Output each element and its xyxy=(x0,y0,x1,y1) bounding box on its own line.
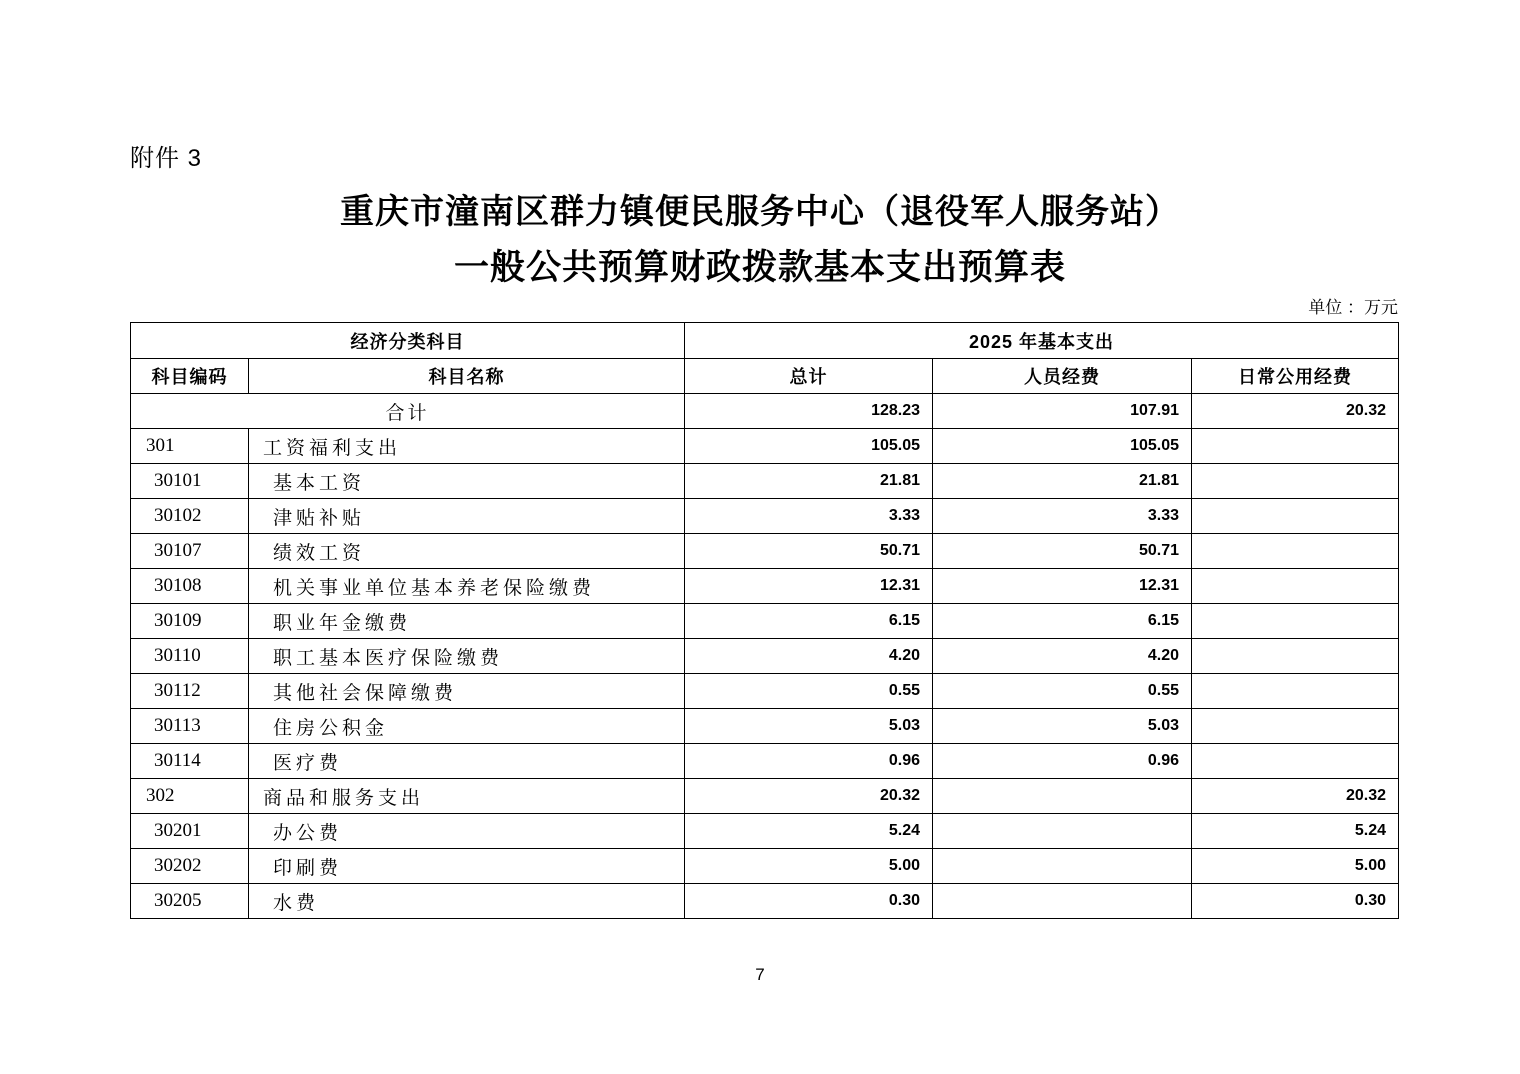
row-name: 绩效工资 xyxy=(249,534,685,569)
row-total: 105.05 xyxy=(685,429,933,464)
row-name: 住房公积金 xyxy=(249,709,685,744)
table-row xyxy=(131,569,1399,604)
row-code: 30108 xyxy=(131,569,249,604)
row-name: 职业年金缴费 xyxy=(249,604,685,639)
row-code: 30112 xyxy=(131,674,249,709)
total-row-label: 合计 xyxy=(131,394,685,429)
table-row xyxy=(131,674,1399,709)
row-name: 印刷费 xyxy=(249,849,685,884)
row-code: 30202 xyxy=(131,849,249,884)
header-2025-basic-expenditure: 2025 年基本支出 xyxy=(685,323,1399,359)
row-name: 医疗费 xyxy=(249,744,685,779)
row-name: 基本工资 xyxy=(249,464,685,499)
total-row-daily: 20.32 xyxy=(1192,394,1399,429)
row-total: 0.55 xyxy=(685,674,933,709)
row-daily: 20.32 xyxy=(1192,779,1399,814)
row-total: 5.24 xyxy=(685,814,933,849)
header-total: 总计 xyxy=(685,359,933,394)
row-name: 其他社会保障缴费 xyxy=(249,674,685,709)
table-header-columns-row xyxy=(131,359,1399,394)
table-row xyxy=(131,429,1399,464)
row-personnel: 6.15 xyxy=(933,604,1192,639)
table-row xyxy=(131,639,1399,674)
row-total: 20.32 xyxy=(685,779,933,814)
total-row xyxy=(131,394,1399,429)
row-daily xyxy=(1192,744,1399,779)
row-code: 30109 xyxy=(131,604,249,639)
row-personnel: 4.20 xyxy=(933,639,1192,674)
row-personnel xyxy=(933,779,1192,814)
row-code: 302 xyxy=(131,779,249,814)
table-row xyxy=(131,849,1399,884)
row-code: 30110 xyxy=(131,639,249,674)
total-row-total: 128.23 xyxy=(685,394,933,429)
row-daily xyxy=(1192,674,1399,709)
attachment-label: 附件 3 xyxy=(130,145,203,172)
table-row xyxy=(131,464,1399,499)
document-title-line1: 重庆市潼南区群力镇便民服务中心（退役军人服务站） xyxy=(340,194,1180,231)
row-personnel xyxy=(933,849,1192,884)
row-daily xyxy=(1192,709,1399,744)
header-subject-code: 科目编码 xyxy=(131,359,249,394)
row-daily xyxy=(1192,534,1399,569)
row-personnel: 21.81 xyxy=(933,464,1192,499)
table-row xyxy=(131,534,1399,569)
row-total: 6.15 xyxy=(685,604,933,639)
row-daily xyxy=(1192,464,1399,499)
budget-table xyxy=(130,322,1399,919)
header-subject-name: 科目名称 xyxy=(249,359,685,394)
row-daily: 5.24 xyxy=(1192,814,1399,849)
row-name: 职工基本医疗保险缴费 xyxy=(249,639,685,674)
table-row xyxy=(131,744,1399,779)
row-daily xyxy=(1192,639,1399,674)
row-name: 津贴补贴 xyxy=(249,499,685,534)
row-name: 工资福利支出 xyxy=(249,429,685,464)
table-header-group-row xyxy=(131,323,1399,359)
row-code: 30107 xyxy=(131,534,249,569)
row-daily: 0.30 xyxy=(1192,884,1399,919)
row-code: 301 xyxy=(131,429,249,464)
row-name: 水费 xyxy=(249,884,685,919)
row-total: 4.20 xyxy=(685,639,933,674)
row-daily: 5.00 xyxy=(1192,849,1399,884)
row-total: 12.31 xyxy=(685,569,933,604)
row-name: 办公费 xyxy=(249,814,685,849)
row-daily xyxy=(1192,569,1399,604)
row-total: 0.30 xyxy=(685,884,933,919)
row-code: 30113 xyxy=(131,709,249,744)
page-number: 7 xyxy=(755,965,765,984)
document-title-line2: 一般公共预算财政拨款基本支出预算表 xyxy=(453,248,1066,287)
row-personnel xyxy=(933,814,1192,849)
row-code: 30101 xyxy=(131,464,249,499)
row-code: 30201 xyxy=(131,814,249,849)
row-code: 30114 xyxy=(131,744,249,779)
row-total: 0.96 xyxy=(685,744,933,779)
header-personnel-funds: 人员经费 xyxy=(933,359,1192,394)
row-personnel: 3.33 xyxy=(933,499,1192,534)
row-personnel: 0.96 xyxy=(933,744,1192,779)
total-row-personnel: 107.91 xyxy=(933,394,1192,429)
table-row xyxy=(131,604,1399,639)
row-personnel: 105.05 xyxy=(933,429,1192,464)
row-personnel: 5.03 xyxy=(933,709,1192,744)
header-economic-classification: 经济分类科目 xyxy=(131,323,685,359)
row-name: 商品和服务支出 xyxy=(249,779,685,814)
table-row xyxy=(131,779,1399,814)
row-code: 30102 xyxy=(131,499,249,534)
row-personnel: 50.71 xyxy=(933,534,1192,569)
row-daily xyxy=(1192,429,1399,464)
row-total: 5.00 xyxy=(685,849,933,884)
unit-note: 单位 ：万元 xyxy=(1308,298,1398,317)
row-total: 21.81 xyxy=(685,464,933,499)
table-row xyxy=(131,499,1399,534)
table-row xyxy=(131,884,1399,919)
row-code: 30205 xyxy=(131,884,249,919)
row-total: 50.71 xyxy=(685,534,933,569)
header-daily-public-funds: 日常公用经费 xyxy=(1192,359,1399,394)
table-row xyxy=(131,709,1399,744)
row-name: 机关事业单位基本养老保险缴费 xyxy=(249,569,685,604)
title-block xyxy=(0,192,1520,289)
row-total: 5.03 xyxy=(685,709,933,744)
row-daily xyxy=(1192,604,1399,639)
row-personnel: 12.31 xyxy=(933,569,1192,604)
row-total: 3.33 xyxy=(685,499,933,534)
table-row xyxy=(131,814,1399,849)
row-personnel xyxy=(933,884,1192,919)
row-daily xyxy=(1192,499,1399,534)
row-personnel: 0.55 xyxy=(933,674,1192,709)
